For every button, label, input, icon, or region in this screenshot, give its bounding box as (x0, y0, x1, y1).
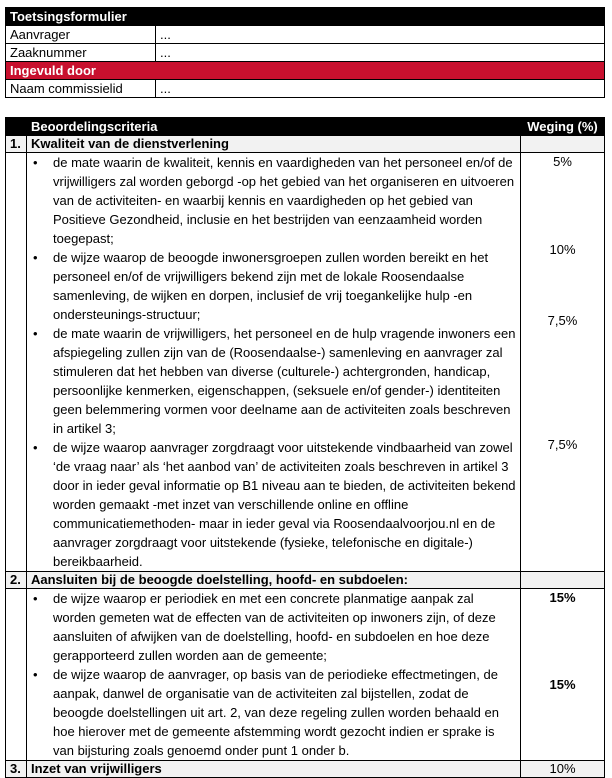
case-number-label: Zaaknummer (6, 44, 156, 62)
committee-member-label: Naam commissielid (6, 80, 156, 98)
criterion-weight: 7,5% (547, 313, 578, 328)
applicant-value: ... (156, 26, 605, 44)
criterion-item: • de wijze waarop er periodiek en met een concrete planmatige aanpak zal worden gemeten wat de effecten van de activiteiten op inwoners zijn, of deze aansluiten of afwijken van de doelstelling, hoofd- en subdoelen en hoe deze gerapporteerd zullen worden aan de gemeente; (53, 589, 516, 665)
criterion-weight: 10% (549, 242, 576, 257)
weights-cell (521, 153, 605, 572)
criterion-item: • de wijze waarop aanvrager zorgdraagt voor uitstekende vindbaarheid van zowel ‘de vraag naar’ als ‘het aanbod van’ de activiteiten zoals beschreven in artikel 3 door in ieder geval informatie op B1 niveau aan te bieden, de activiteiten bekend worden gemaakt -met inzet van verschillende online en offline communicatiemethoden- maar in ieder geval via Roosendaalvoorjou.nl en de aanvrager zorgdraagt voor uitstekende (fysieke, telefonische en digitale-) bereikbaarheid. (53, 438, 516, 571)
committee-member-value: ... (156, 80, 605, 98)
criterion-weight: 7,5% (547, 437, 578, 452)
criterion-item: • de wijze waarop de aanvrager, op basis van de periodieke effectmetingen, de aanpak, danwel de organisatie van de activiteiten zal bijstellen, zodat de beoogde doelstellingen uit art. 2, van deze regeling zullen worden behaald en hoe hierover met de gemeente afstemming wordt gezocht indien er sprake is van bijsturing zoals genoemd onder punt 1 onder b. (53, 665, 516, 760)
criterion-weight: 5% (553, 154, 572, 169)
weight-header: Weging (%) (521, 118, 605, 136)
criterion-item: • de wijze waarop de beoogde inwonersgroepen zullen worden bereikt en het personeel en/of de vrijwilligers bekend zijn met de lokale Roosendaalse samenleving, de wijken en dorpen, inclusief de vrij toegankelijke hulp -en ondersteunings-structuur; (53, 248, 516, 324)
filled-by-header: Ingevuld door (6, 62, 605, 80)
section-number: 3. (6, 761, 27, 778)
weights-cell (521, 589, 605, 761)
section-items (27, 589, 521, 761)
criteria-header: Beoordelingscriteria (27, 118, 521, 136)
case-number-value: ... (156, 44, 605, 62)
applicant-label: Aanvrager (6, 26, 156, 44)
criterion-item: • de mate waarin de kwaliteit, kennis en vaardigheden van het personeel en/of de vrijwilligers zal worden geborgd -op het gebied van het organiseren en uitvoeren van de activiteiten- en waarbij kennis en vaardigheden op het gebied van Positieve Gezondheid, inclusie en het bestrijden van eenzaamheid worden toegepast; (53, 153, 516, 248)
section-title: Aansluiten bij de beoogde doelstelling, hoofd- en subdoelen: (27, 572, 521, 589)
criterion-weight: 15% (549, 590, 576, 605)
section-weight: 10% (521, 761, 605, 778)
criteria-table (5, 117, 605, 778)
section-title: Kwaliteit van de dienstverlening (27, 136, 521, 153)
form-title: Toetsingsformulier (6, 8, 605, 26)
section-number: 2. (6, 572, 27, 589)
form-header-table (5, 7, 605, 98)
section-number: 1. (6, 136, 27, 153)
criterion-weight: 15% (549, 677, 576, 692)
section-title: Inzet van vrijwilligers (27, 761, 521, 778)
criterion-item: • de mate waarin de vrijwilligers, het personeel en de hulp vragende inwoners een afspiegeling zullen zijn van de (Roosendaalse-) samenleving en aanvrager zal stimuleren dat het hebben van diverse (culturele-) achtergronden, handicap, persoonlijke kenmerken, eigenschappen, (seksuele en/of gender-) identiteiten geen belemmering vormen voor deelname aan de activiteiten zoals beschreven in artikel 3; (53, 324, 516, 438)
section-items (27, 153, 521, 572)
